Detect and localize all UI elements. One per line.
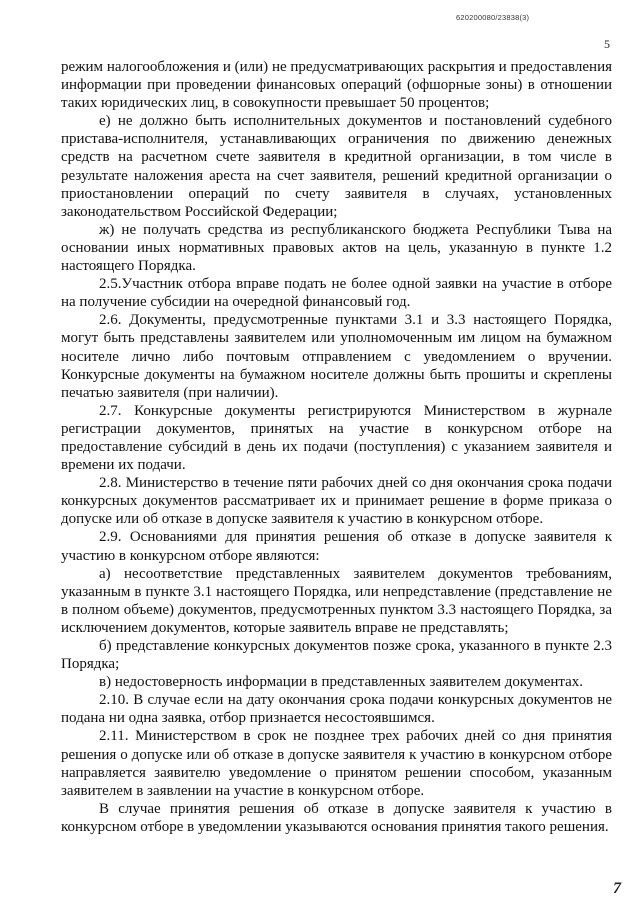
- paragraph-item-e: е) не должно быть исполнительных документов и постановлений судебного пристава-исполнителя, устанавливающих ограничения по движению денежных средств на расчетном счете заявителя в кредитной организации, в том числе в результате наложения ареста на счет заявителя, решений кредитной организации о приостановлении операций по счету заявителя в случаях, установленных законодательством Российской Федерации;: [61, 113, 612, 220]
- document-body: [61, 58, 612, 836]
- paragraph-refusal-notice: В случае принятия решения об отказе в допуске заявителя к участию в конкурсном отборе в уведомлении указываются основания принятия такого решения.: [61, 800, 612, 835]
- paragraph-item-v: в) недостоверность информации в представленных заявителем документах.: [99, 674, 584, 691]
- paragraph-continuation: режим налогообложения и (или) не предусматривающих раскрытия и предоставления информации при проведении финансовых операций (офшорные зоны) в отношении таких юридических лиц, в совокупности превышает 50 процентов;: [61, 59, 612, 112]
- paragraph-2-7: 2.7. Конкурсные документы регистрируются Министерством в журнале регистрации документов, принятых на участие в конкурсном отборе на предоставление субсидий в день их подачи (поступления) с указанием заявителя и времени их подачи.: [61, 402, 612, 474]
- paragraph-2-8: 2.8. Министерство в течение пяти рабочих дней со дня окончания срока подачи конкурсных документов рассматривает их и принимает решение в форме приказа о допуске или об отказе в допуске заявителя к участию в конкурсном отборе.: [61, 475, 612, 528]
- paragraph-2-9: 2.9. Основаниями для принятия решения об отказе в допуске заявителя к участию в конкурсном отборе являются:: [61, 529, 612, 564]
- paragraph-item-a: а) несоответствие представленных заявителем документов требованиям, указанным в пункте 3.1 настоящего Порядка, или непредставление (представление не в полном объеме) документов, предусмотренных пунктом 3.3 настоящего Порядка, за исключением документов, которые заявитель вправе не представлять;: [61, 565, 612, 636]
- paragraph-2-11: 2.11. Министерством в срок не позднее трех рабочих дней со дня принятия решения о допуске или об отказе в допуске заявителя к участию в конкурсном отборе направляется заявителю уведомление о принятом решении способом, указанным заявителем в заявлении на участие в конкурсном отборе.: [61, 728, 612, 799]
- handwritten-page-mark: 7: [613, 880, 621, 897]
- document-registration-number: 620200080/23838(3): [456, 13, 530, 22]
- paragraph-2-5: 2.5.Участник отбора вправе подать не более одной заявки на участие в отборе на получение субсидии на очередной финансовый год.: [61, 276, 612, 311]
- page-number: 5: [604, 37, 610, 51]
- paragraph-2-10: 2.10. В случае если на дату окончания срока подачи конкурсных документов не подана ни одна заявка, отбор признается несостоявшимся.: [61, 692, 612, 727]
- paragraph-2-6: 2.6. Документы, предусмотренные пунктами 3.1 и 3.3 настоящего Порядка, могут быть представлены заявителем или уполномоченным им лицом на бумажном носителе лично либо почтовым отправлением с уведомлением о вручении. Конкурсные документы на бумажном носителе должны быть прошиты и скреплены печатью заявителя (при наличии).: [61, 312, 612, 401]
- paragraph-item-zh: ж) не получать средства из республиканского бюджета Республики Тыва на основании иных нормативных правовых актов на цель, указанную в пункте 1.2 настоящего Порядка.: [61, 221, 612, 275]
- paragraph-item-b: б) представление конкурсных документов позже срока, указанного в пункте 2.3 Порядка;: [61, 638, 612, 673]
